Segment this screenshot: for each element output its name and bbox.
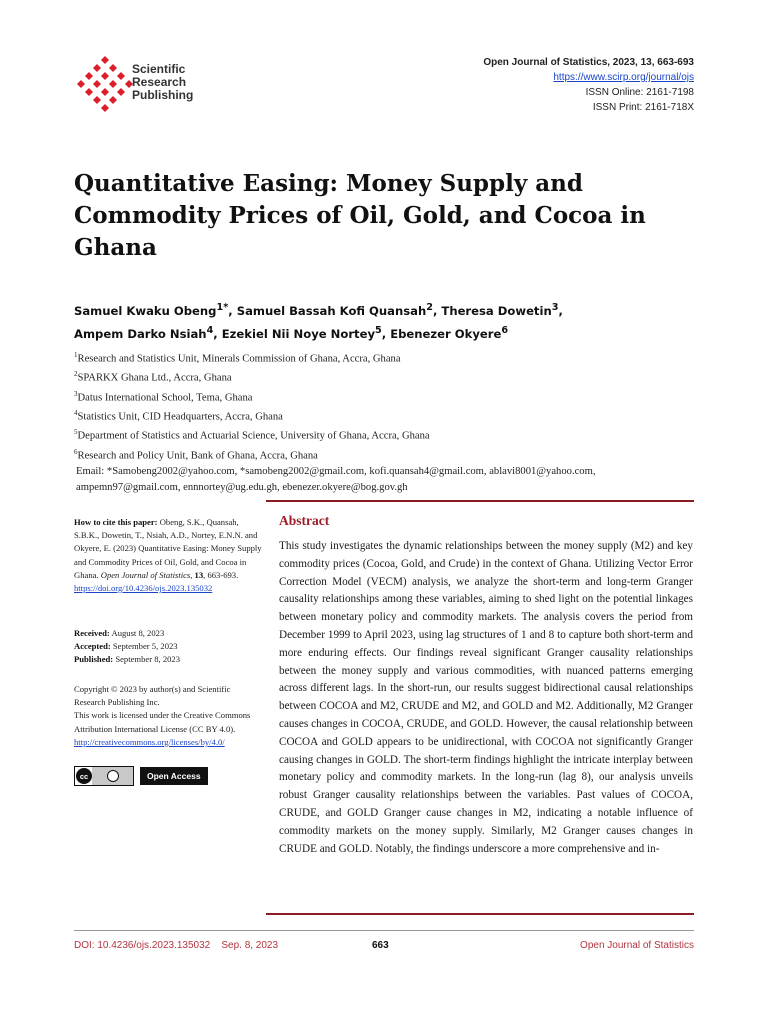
logo-diamond xyxy=(93,80,101,88)
accepted-row xyxy=(74,640,264,653)
cite-journal: Open Journal of Statistics xyxy=(100,569,191,580)
copyright-line: Copyright © 2023 by author(s) and Scientific Research Publishing Inc. xyxy=(74,684,231,708)
published-date: September 8, 2023 xyxy=(115,654,181,665)
affiliation-num: 3 xyxy=(74,389,78,398)
paper-title: Quantitative Easing: Money Supply and Commodity Prices of Oil, Gold, and Cocoa in Ghana xyxy=(74,170,646,261)
logo-diamond xyxy=(117,72,125,80)
logo-diamond xyxy=(117,88,125,96)
affiliation-item xyxy=(74,445,714,464)
affiliation-item xyxy=(74,406,714,425)
cite-label: How to cite this paper: xyxy=(74,517,158,527)
author-name: Ebenezer Okyere xyxy=(390,326,502,341)
license-badges xyxy=(74,766,208,786)
affiliation-text: Research and Policy Unit, Bank of Ghana, Accra, Ghana xyxy=(77,450,318,462)
author-sup: 6 xyxy=(501,324,509,336)
affiliation-text: Statistics Unit, CID Headquarters, Accra, Ghana xyxy=(77,411,283,423)
affiliation-text: Datus International School, Tema, Ghana xyxy=(77,392,253,404)
cite-doi-link[interactable]: https://doi.org/10.4236/ojs.2023.135032 xyxy=(74,583,213,594)
logo-diamond xyxy=(101,104,109,112)
logo-diamond xyxy=(93,96,101,104)
page-number: 663 xyxy=(372,940,389,951)
cite-pages: , 663-693. xyxy=(203,569,239,580)
license-line: This work is licensed under the Creative Commons Attribution International License (CC BY 4.0). xyxy=(74,710,251,734)
logo-diamond xyxy=(93,64,101,72)
logo-diamond xyxy=(85,88,93,96)
published-row xyxy=(74,653,264,666)
cc-by-badge-icon[interactable] xyxy=(74,766,134,786)
license-link[interactable]: http://creativecommons.org/licenses/by/4.0/ xyxy=(74,736,225,747)
logo-diamond xyxy=(101,88,109,96)
abstract-top-rule xyxy=(266,500,694,502)
received-label: Received: xyxy=(74,628,110,638)
author-name: Ezekiel Nii Noye Nortey xyxy=(221,326,375,341)
abstract-text: This study investigates the dynamic relationships between the money supply (M2) and key commodity prices (Cocoa, Gold, and Crude) in the context of Ghana. Utilizing Vector Error Correction Model (VECM) analysis, we analyze the short-term and long-term Granger causality relationships among these variables, aiming to shed light on the potential linkages between monetary policy and commodity markets. The analysis covers the period from December 1999 to April 2023, using lag structures of 1 and 8 to capture both short-term and more enduring effects. Our findings reveal significant Granger causality relationships between the money supply and various commodities, with nuanced patterns emerging across different lags. In the short-run, our results suggest bidirectional causal relationships between COCOA and M2, CRUDE and M2, and GOLD and M2. Additionally, M2 Granger causes changes in COCOA, CRUDE, and GOLD. However, the causal relationship between COCOA and GOLD appears to be unidirectional, with COCOA not significantly Granger causing changes in GOLD. The short-term findings highlight the intricate interplay between monetary policy and commodity markets. In the long-run (lag 8), our analysis unveils robust Granger causality relationships between the variables. Past values of COCOA, CRUDE, and GOLD Granger cause changes in M2, indicating a notable influence of commodity markets on the money supply. Similarly, M2 Granger causes changes in CRUDE and GOLD. Notably, the findings underscore a more comprehensive and in- xyxy=(279,540,693,855)
how-to-cite: How to cite this paper: Obeng, S.K., Quansah, S.B.K., Dowetin, T., Nsiah, A.D., Nortey, E.N.N. and Okyere, E. (2023) Quantitative Easing: Money Supply and Commodity Prices of Oil, Gold, and Cocoa in Ghana. Open Journal of Statistics, 13, 663-693. https://doi.org/10.4236/ojs.2023.135032 xyxy=(74,517,262,594)
affiliation-item xyxy=(74,348,714,367)
accepted-label: Accepted: xyxy=(74,641,111,652)
affiliation-num: 6 xyxy=(74,447,78,456)
author-sep: , xyxy=(213,326,222,341)
by-icon xyxy=(92,767,133,785)
footer-journal: Open Journal of Statistics xyxy=(580,940,694,951)
footer-date: Sep. 8, 2023 xyxy=(221,940,279,951)
logo-diamond xyxy=(77,80,85,88)
affiliation-num: 5 xyxy=(74,428,78,437)
scirp-logo-icon xyxy=(76,54,134,112)
dates-block xyxy=(74,627,264,667)
affiliation-num: 4 xyxy=(74,408,78,417)
journal-url-link[interactable]: https://www.scirp.org/journal/ojs xyxy=(553,72,694,83)
issn-online: ISSN Online: 2161-7198 xyxy=(585,87,694,98)
accepted-date: September 5, 2023 xyxy=(112,641,178,652)
affiliation-text: SPARKX Ghana Ltd., Accra, Ghana xyxy=(77,372,232,384)
affiliation-text: Department of Statistics and Actuarial Science, University of Ghana, Accra, Ghana xyxy=(77,430,430,442)
author-sup: 5 xyxy=(375,324,382,336)
author-sep: , xyxy=(558,303,563,318)
affiliation-item xyxy=(74,367,714,386)
footer-doi xyxy=(74,940,278,951)
affiliation-num: 2 xyxy=(74,370,78,379)
publisher-line2: Research xyxy=(132,75,187,89)
author-list xyxy=(74,298,694,344)
logo-diamond xyxy=(109,96,117,104)
author-name: Samuel Kwaku Obeng xyxy=(74,303,217,318)
author-sup: 2 xyxy=(426,302,433,313)
cc-icon: cc xyxy=(76,768,92,784)
received-row xyxy=(74,627,264,640)
logo-diamond xyxy=(101,56,109,64)
publisher-line3: Publishing xyxy=(132,88,194,102)
affiliation-list xyxy=(74,348,714,496)
logo-diamond xyxy=(109,80,117,88)
affiliation-num: 1 xyxy=(74,351,78,359)
author-line-1 xyxy=(74,298,694,321)
copyright-block xyxy=(74,683,264,749)
author-name: Samuel Bassah Kofi Quansah xyxy=(236,303,427,318)
journal-header xyxy=(483,55,694,115)
email-line-2: ampemn97@gmail.com, ennnortey@ug.edu.gh, ebenezer.okyere@bog.gov.gh xyxy=(76,481,408,493)
abstract-heading: Abstract xyxy=(279,513,330,528)
cite-text: Obeng, S.K., Quansah, S.B.K., Dowetin, T., Nsiah, A.D., Nortey, E.N.N. and Okyere, E. (2023) Quantitative Easing: Money Supply and Commodity Prices of Oil, Gold, and Cocoa in Ghana. xyxy=(74,517,262,580)
email-line-1: Email: *Samobeng2002@yahoo.com, *samobeng2002@gmail.com, kofi.quansah4@gmail.com, ablavi8001@yahoo.com, xyxy=(76,465,596,477)
affiliation-item xyxy=(74,425,714,444)
abstract-bottom-rule xyxy=(266,913,694,915)
footer-doi-text: DOI: 10.4236/ojs.2023.135032 xyxy=(74,940,211,951)
author-sup: 1* xyxy=(216,302,229,313)
author-sup: 3 xyxy=(551,302,559,313)
issn-print: ISSN Print: 2161-718X xyxy=(592,102,694,113)
publisher-line1: Scientific xyxy=(132,62,186,76)
author-sep: , xyxy=(228,303,237,318)
footer-rule xyxy=(74,930,694,931)
journal-citation: Open Journal of Statistics, 2023, 13, 663-693 xyxy=(483,57,694,68)
logo-diamond xyxy=(109,64,117,72)
publisher-name xyxy=(132,63,193,102)
published-label: Published: xyxy=(74,654,114,665)
author-sep: , xyxy=(432,303,442,318)
author-sep: , xyxy=(381,326,391,341)
received-date: August 8, 2023 xyxy=(111,628,165,638)
author-name: Theresa Dowetin xyxy=(441,303,552,318)
author-sup: 4 xyxy=(206,324,214,336)
author-name: Ampem Darko Nsiah xyxy=(74,326,207,341)
logo-diamond xyxy=(85,72,93,80)
affiliation-text: Research and Statistics Unit, Minerals Commission of Ghana, Accra, Ghana xyxy=(77,353,401,365)
logo-diamond xyxy=(101,72,109,80)
affiliation-item xyxy=(74,387,714,406)
cite-volume: 13 xyxy=(194,569,204,580)
author-line-2 xyxy=(74,321,694,344)
open-access-badge: Open Access xyxy=(140,767,208,785)
